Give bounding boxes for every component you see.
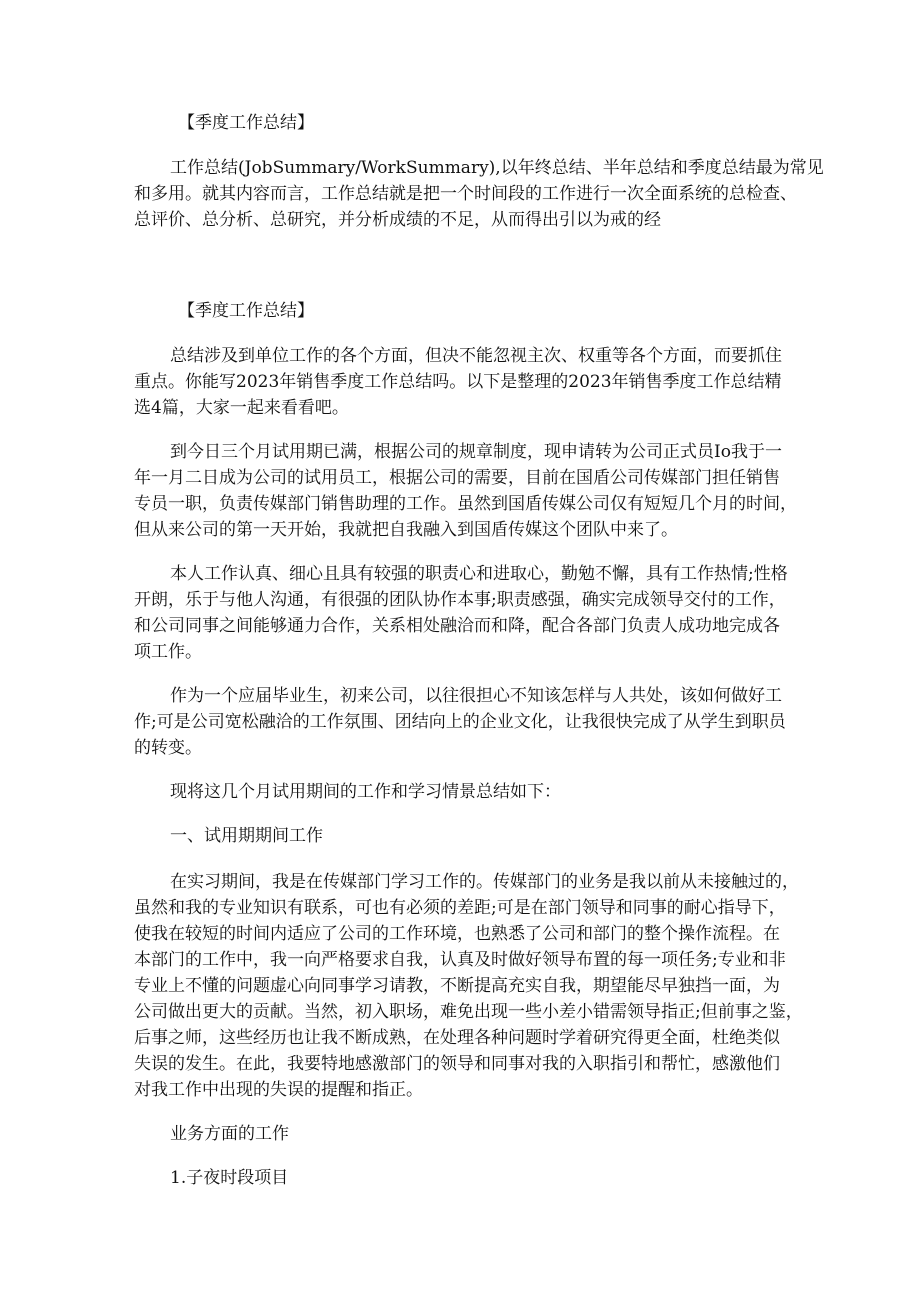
paragraph-line: 对我工作中出现的失误的提醒和指正。: [134, 1080, 423, 1100]
paragraph-line: 专业上不懂的问题虚心向同事学习请教，不断提高充实自我，期望能尽早独挡一面，为: [134, 976, 780, 996]
paragraph-line: 选4篇，大家一起来看看吧。: [134, 398, 349, 418]
subsection-title: 一、试用期期间工作: [170, 826, 323, 846]
paragraph-line: 项工作。: [134, 642, 202, 662]
paragraph-line: 总结涉及到单位工作的各个方面，但决不能忽视主次、权重等各个方面，而要抓住: [170, 346, 782, 366]
paragraph-line: 年一月二日成为公司的试用员工，根据公司的需要，目前在国盾公司传媒部门担任销售: [134, 468, 780, 488]
paragraph-line: 后事之师，这些经历也让我不断成熟，在处理各种问题时学着研究得更全面，杜绝类似: [134, 1028, 780, 1048]
paragraph-line: 工作总结(JobSummary/WorkSummary),以年终总结、半年总结和季度总结最为常见: [170, 158, 824, 178]
paragraph-line: 到今日三个月试用期已满，根据公司的规章制度，现申请转为公司正式员Io我于一: [170, 442, 782, 462]
paragraph-line: 和公司同事之间能够通力合作，关系相处融洽而和降，配合各部门负责人成功地完成各: [134, 616, 780, 636]
paragraph-line: 使我在较短的时间内适应了公司的工作环境，也熟悉了公司和部门的整个操作流程。在: [134, 924, 780, 944]
paragraph-line: 公司做出更大的贡献。当然，初入职场，难免出现一些小差小错需领导指正;但前事之鉴，: [134, 1002, 803, 1022]
paragraph-line: 开朗，乐于与他人沟通，有很强的团队协作本事;职责感强，确实完成领导交付的工作，: [134, 590, 786, 610]
paragraph-line: 总评价、总分析、总研究，并分析成绩的不足，从而得出引以为戒的经: [134, 210, 661, 230]
paragraph-line: 和多用。就其内容而言，工作总结就是把一个时间段的工作进行一次全面系统的总检查、: [134, 184, 797, 204]
section-title: 【季度工作总结】: [178, 301, 314, 321]
section-title: 【季度工作总结】: [178, 113, 314, 133]
paragraph-line: 的转变。: [134, 738, 202, 758]
paragraph-line: 重点。你能写2023年销售季度工作总结吗。以下是整理的2023年销售季度工作总结精: [134, 372, 782, 392]
paragraph-line: 虽然和我的专业知识有联系，可也有必须的差距;可是在部门领导和同事的耐心指导下，: [134, 898, 786, 918]
subsection-title: 1.子夜时段项目: [170, 1168, 289, 1188]
paragraph-line: 现将这几个月试用期间的工作和学习情景总结如下：: [170, 782, 561, 802]
paragraph-line: 失误的发生。在此，我要特地感激部门的领导和同事对我的入职指引和帮忙，感激他们: [134, 1054, 780, 1074]
paragraph-line: 本部门的工作中，我一向严格要求自我，认真及时做好领导布置的每一项任务;专业和非: [134, 950, 786, 970]
subsection-title: 业务方面的工作: [170, 1124, 289, 1144]
paragraph-line: 作为一个应届毕业生，初来公司，以往很担心不知该怎样与人共处，该如何做好工: [170, 686, 782, 706]
paragraph-line: 在实习期间，我是在传媒部门学习工作的。传媒部门的业务是我以前从未接触过的，: [170, 872, 799, 892]
paragraph-line: 但从来公司的第一天开始，我就把自我融入到国盾传媒这个团队中来了。: [134, 520, 678, 540]
paragraph-line: 专员一职，负责传媒部门销售助理的工作。虽然到国盾传媒公司仅有短短几个月的时间，: [134, 494, 797, 514]
paragraph-line: 本人工作认真、细心且具有较强的职责心和进取心，勤勉不懈，具有工作热情;性格: [170, 564, 788, 584]
paragraph-line: 作;可是公司宽松融洽的工作氛围、团结向上的企业文化，让我很快完成了从学生到职员: [134, 712, 786, 732]
